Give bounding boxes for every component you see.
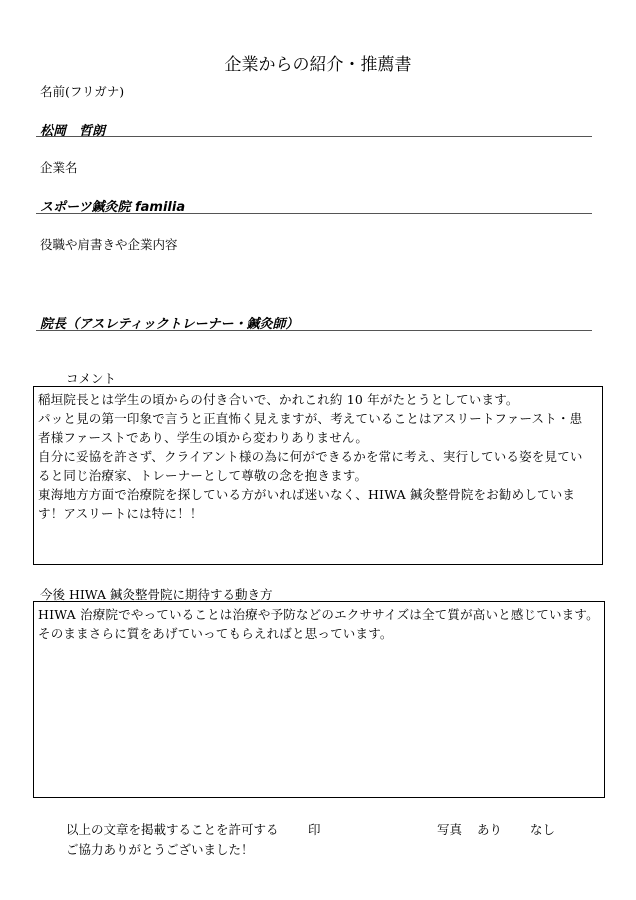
expectation-line: そのままさらに質をあげていってもらえればと思っています。 xyxy=(38,626,393,641)
photo-no-option[interactable]: なし xyxy=(530,822,556,837)
comment-box xyxy=(33,386,603,565)
comment-line: パッと見の第一印象で言うと正直怖く見えますが、考えていることはアスリートファースト・患 xyxy=(38,411,583,426)
photo-label: 写真 xyxy=(437,822,463,837)
company-value: スポーツ鍼灸院 familia xyxy=(40,200,186,215)
company-label: 企業名 xyxy=(40,160,78,175)
comment-line: 稲垣院長とは学生の頃からの付き合いで、かれこれ約 10 年がたとうとしています。 xyxy=(38,392,519,407)
expectation-line: HIWA 治療院でやっていることは治療や予防などのエクササイズは全て質が高いと感じています。 xyxy=(38,607,599,622)
seal-mark[interactable]: 印 xyxy=(308,822,321,837)
comment-line: す！アスリートには特に！！ xyxy=(38,506,203,521)
name-label: 名前(フリガナ) xyxy=(40,84,125,99)
expectation-box xyxy=(33,601,605,798)
comment-line: 東海地方方面で治療院を探している方がいれば迷いなく、HIWA 鍼灸整骨院をお勧めしていま xyxy=(38,487,576,502)
comment-line: 自分に妥協を許さず、クライアント様の為に何ができるかを常に考え、実行している姿を見てい xyxy=(38,449,583,464)
comment-label: コメント xyxy=(66,371,117,386)
name-underline xyxy=(36,136,592,137)
position-value: 院長（アスレティックトレーナー・鍼灸師） xyxy=(40,317,299,332)
comment-line: 者様ファーストであり、学生の頃から変わりありません。 xyxy=(38,430,369,445)
position-label: 役職や肩書きや企業内容 xyxy=(40,237,178,252)
permission-text: 以上の文章を掲載することを許可する xyxy=(66,822,279,837)
document-title: 企業からの紹介・推薦書 xyxy=(224,55,412,75)
thanks-text: ご協力ありがとうございました！ xyxy=(66,842,254,857)
company-underline xyxy=(36,213,592,214)
position-underline xyxy=(36,330,592,331)
comment-line: ると同じ治療家、トレーナーとして尊敬の念を抱きます。 xyxy=(38,468,368,483)
name-value: 松岡 哲朗 xyxy=(40,124,106,139)
photo-yes-option[interactable]: あり xyxy=(477,822,503,837)
expectation-label: 今後 HIWA 鍼灸整骨院に期待する動き方 xyxy=(40,587,273,602)
